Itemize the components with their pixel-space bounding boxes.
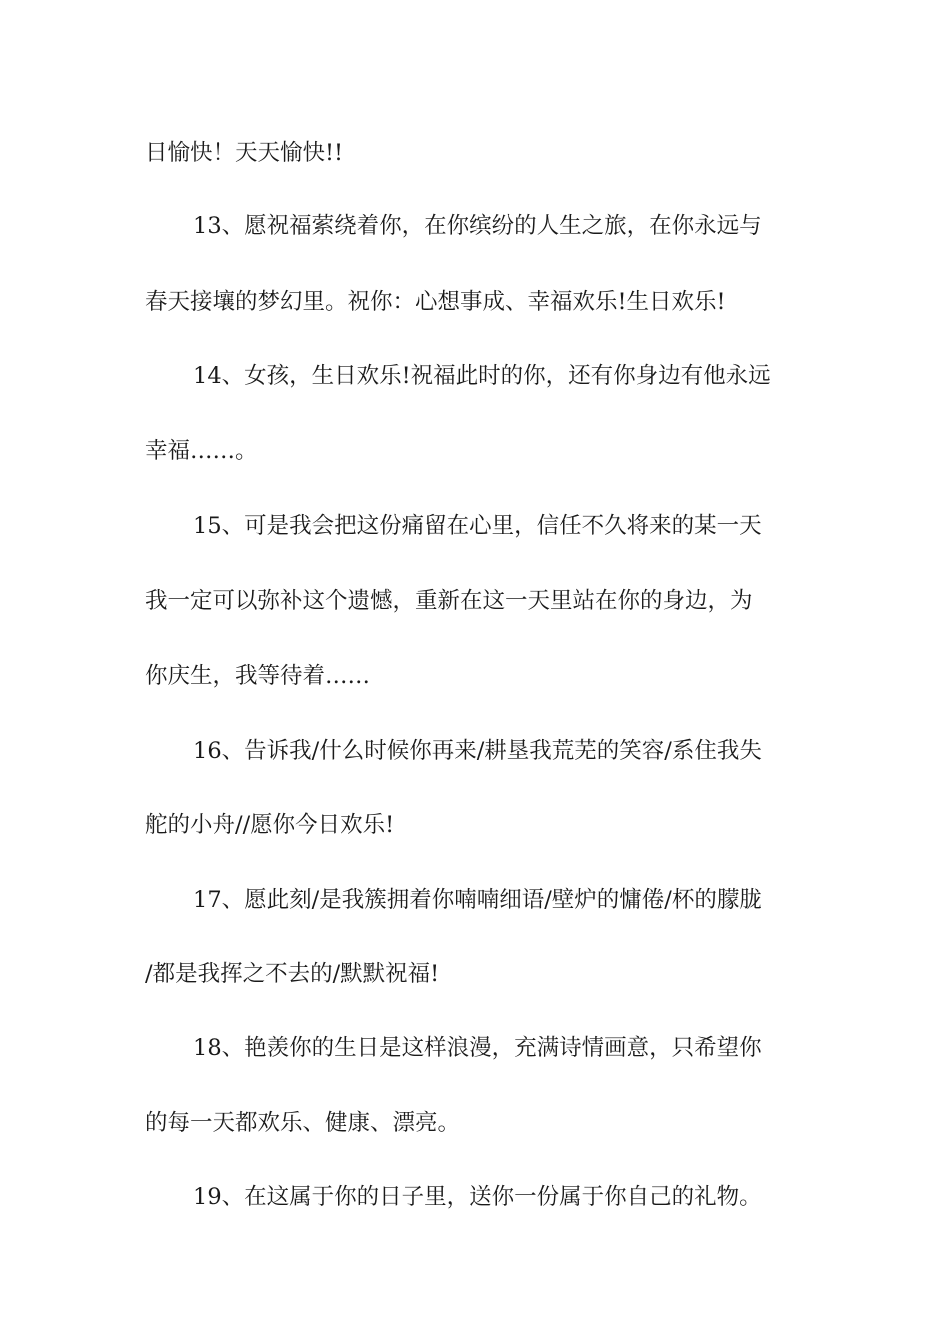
- text-line: 我一定可以弥补这个遗憾，重新在这一天里站在你的身边，为: [145, 588, 753, 614]
- text-line: 13、愿祝福萦绕着你，在你缤纷的人生之旅，在你永远与: [193, 213, 762, 239]
- text-line: 舵的小舟//愿你今日欢乐!: [145, 812, 395, 838]
- text-line: 14、女孩，生日欢乐!祝福此时的你，还有你身边有他永远: [193, 363, 771, 389]
- text-line: /都是我挥之不去的/默默祝福!: [145, 961, 440, 987]
- text-line: 16、告诉我/什么时候你再来/耕垦我荒芜的笑容/系住我失: [193, 738, 762, 764]
- text-line: 的每一天都欢乐、健康、漂亮。: [145, 1110, 461, 1136]
- text-line: 15、可是我会把这份痛留在心里，信任不久将来的某一天: [193, 513, 762, 539]
- text-line: 19、在这属于你的日子里，送你一份属于你自己的礼物。: [193, 1184, 762, 1210]
- text-line: 春天接壤的梦幻里。祝你：心想事成、幸福欢乐!生日欢乐!: [145, 289, 726, 315]
- text-line: 你庆生，我等待着……: [145, 663, 371, 689]
- text-line: 18、艳羡你的生日是这样浪漫，充满诗情画意，只希望你: [193, 1035, 762, 1061]
- text-line: 日愉快！天天愉快!!: [145, 140, 344, 166]
- text-line: 幸福……。: [145, 438, 258, 464]
- text-line: 17、愿此刻/是我簇拥着你喃喃细语/壁炉的慵倦/杯的朦胧: [193, 887, 762, 913]
